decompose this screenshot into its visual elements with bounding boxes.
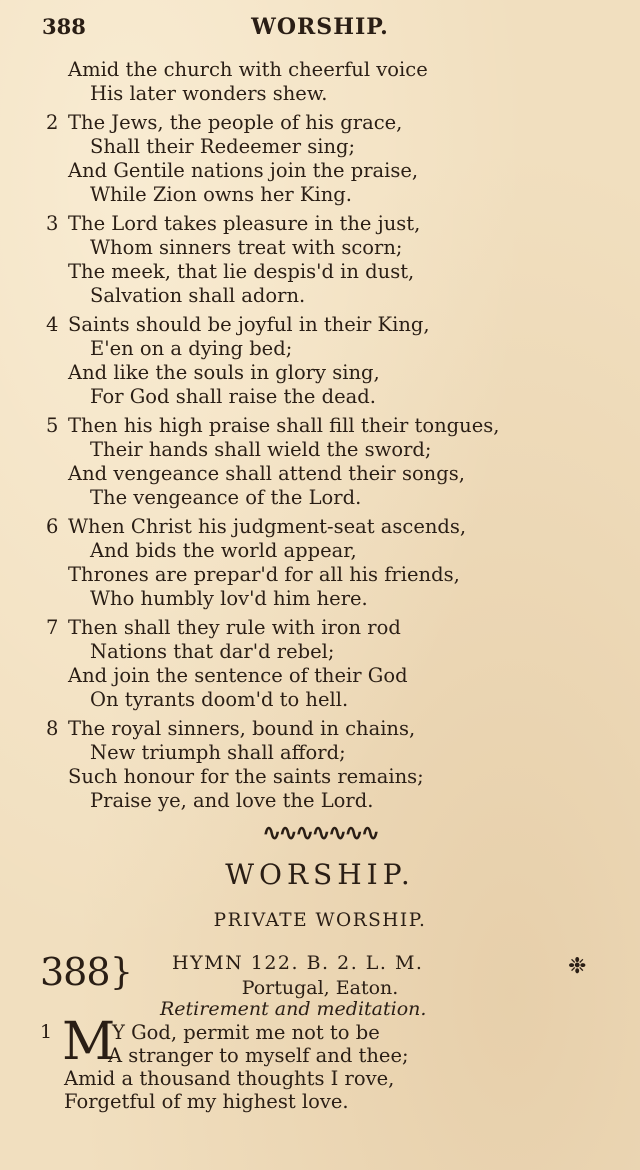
tune-names: Portugal, Eaton. bbox=[241, 977, 399, 999]
verse-line bbox=[46, 741, 606, 765]
verse-line bbox=[46, 717, 606, 741]
flower-ornament-icon: ❉ bbox=[568, 954, 587, 979]
verse-text: Thrones are prepar'd for all his friends, bbox=[68, 563, 460, 586]
verse-line bbox=[46, 313, 606, 337]
verse-text: E'en on a dying bed; bbox=[90, 337, 293, 360]
stanza bbox=[46, 515, 606, 611]
verse-text: The meek, that lie despis'd in dust, bbox=[68, 260, 415, 283]
verse-line bbox=[46, 539, 606, 563]
verse-text: New triumph shall afford; bbox=[90, 741, 346, 764]
verse-number: 7 bbox=[46, 616, 59, 639]
hymn-reference: HYMN 122. B. 2. L. M. bbox=[172, 952, 424, 974]
verse-text: Then his high praise shall fill their tongues, bbox=[68, 414, 500, 437]
stanza-line: Y God, permit me not to be bbox=[112, 1021, 380, 1044]
verse-text: While Zion owns her King. bbox=[90, 183, 352, 206]
verse-line bbox=[46, 135, 606, 159]
verse-line bbox=[46, 159, 606, 183]
verse-text: When Christ his judgment-seat ascends, bbox=[68, 515, 467, 538]
stanza-line: A stranger to myself and thee; bbox=[108, 1044, 409, 1067]
brace-glyph: } bbox=[110, 952, 133, 993]
section-subtitle: PRIVATE WORSHIP. bbox=[213, 910, 427, 931]
verse-text: Shall their Redeemer sing; bbox=[90, 135, 356, 158]
verse-line bbox=[46, 438, 606, 462]
verse-line bbox=[46, 82, 606, 106]
verse-text: Who humbly lov'd him here. bbox=[90, 587, 368, 610]
verse-text: Such honour for the saints remains; bbox=[68, 765, 424, 788]
stanza-line: Amid a thousand thoughts I rove, bbox=[64, 1067, 395, 1090]
hymn-number: 388 bbox=[40, 950, 110, 994]
verse-line bbox=[46, 58, 606, 82]
page-header bbox=[0, 14, 640, 44]
stanza-line: Forgetful of my highest love. bbox=[64, 1090, 349, 1113]
verse-line bbox=[46, 212, 606, 236]
verse-number: 2 bbox=[46, 111, 59, 134]
verse-line bbox=[46, 515, 606, 539]
verse-text: The royal sinners, bound in chains, bbox=[68, 717, 416, 740]
verse-text: And vengeance shall attend their songs, bbox=[68, 462, 465, 485]
verse-text: On tyrants doom'd to hell. bbox=[90, 688, 349, 711]
drop-cap: M bbox=[62, 1012, 116, 1072]
verse-text: Their hands shall wield the sword; bbox=[90, 438, 432, 461]
verse-line bbox=[46, 385, 606, 409]
verse-line bbox=[46, 260, 606, 284]
verse-line bbox=[46, 664, 606, 688]
verse-text: The vengeance of the Lord. bbox=[90, 486, 362, 509]
hymn-subject: Retirement and meditation. bbox=[160, 998, 427, 1020]
verse-text: Praise ye, and love the Lord. bbox=[90, 789, 374, 812]
stanza bbox=[46, 58, 606, 106]
verse-line bbox=[46, 236, 606, 260]
page-number: 388 bbox=[42, 14, 86, 39]
verse-text: His later wonders shew. bbox=[90, 82, 328, 105]
verse-text: Whom sinners treat with scorn; bbox=[90, 236, 403, 259]
verse-line bbox=[46, 640, 606, 664]
verse-text: And Gentile nations join the praise, bbox=[68, 159, 419, 182]
verse-line bbox=[46, 688, 606, 712]
verse-text: Nations that dar'd rebel; bbox=[90, 640, 335, 663]
stanza bbox=[46, 414, 606, 510]
verse-line bbox=[46, 111, 606, 135]
verse-text: The Jews, the people of his grace, bbox=[68, 111, 403, 134]
ornamental-divider: ∿∿∿∿∿∿∿ bbox=[262, 820, 378, 846]
verse-number: 5 bbox=[46, 414, 59, 437]
stanza bbox=[46, 616, 606, 712]
verse-text: And bids the world appear, bbox=[90, 539, 357, 562]
verse-text: The Lord takes pleasure in the just, bbox=[68, 212, 421, 235]
verse-text: And like the souls in glory sing, bbox=[68, 361, 380, 384]
verse-line bbox=[46, 587, 606, 611]
stanza bbox=[46, 111, 606, 207]
verse-number: 8 bbox=[46, 717, 59, 740]
verse-line bbox=[46, 563, 606, 587]
verse-line bbox=[46, 486, 606, 510]
verse-line bbox=[46, 183, 606, 207]
section-title: WORSHIP. bbox=[225, 858, 415, 891]
verse-line bbox=[46, 765, 606, 789]
stanza bbox=[46, 212, 606, 308]
verse-line bbox=[46, 361, 606, 385]
verse-number: 3 bbox=[46, 212, 59, 235]
verse-text: Then shall they rule with iron rod bbox=[68, 616, 401, 639]
hymn-verses bbox=[46, 58, 606, 818]
stanza bbox=[46, 313, 606, 409]
verse-text: Amid the church with cheerful voice bbox=[68, 58, 428, 81]
verse-line bbox=[46, 284, 606, 308]
verse-line bbox=[46, 414, 606, 438]
verse-text: Saints should be joyful in their King, bbox=[68, 313, 430, 336]
verse-line bbox=[46, 616, 606, 640]
verse-text: Salvation shall adorn. bbox=[90, 284, 306, 307]
verse-number: 4 bbox=[46, 313, 59, 336]
running-title: WORSHIP. bbox=[251, 14, 389, 40]
verse-number: 6 bbox=[46, 515, 59, 538]
verse-line bbox=[46, 462, 606, 486]
verse-text: And join the sentence of their God bbox=[68, 664, 408, 687]
verse-number: 1 bbox=[40, 1021, 53, 1043]
verse-line bbox=[46, 337, 606, 361]
verse-text: For God shall raise the dead. bbox=[90, 385, 376, 408]
verse-line bbox=[46, 789, 606, 813]
stanza bbox=[46, 717, 606, 813]
